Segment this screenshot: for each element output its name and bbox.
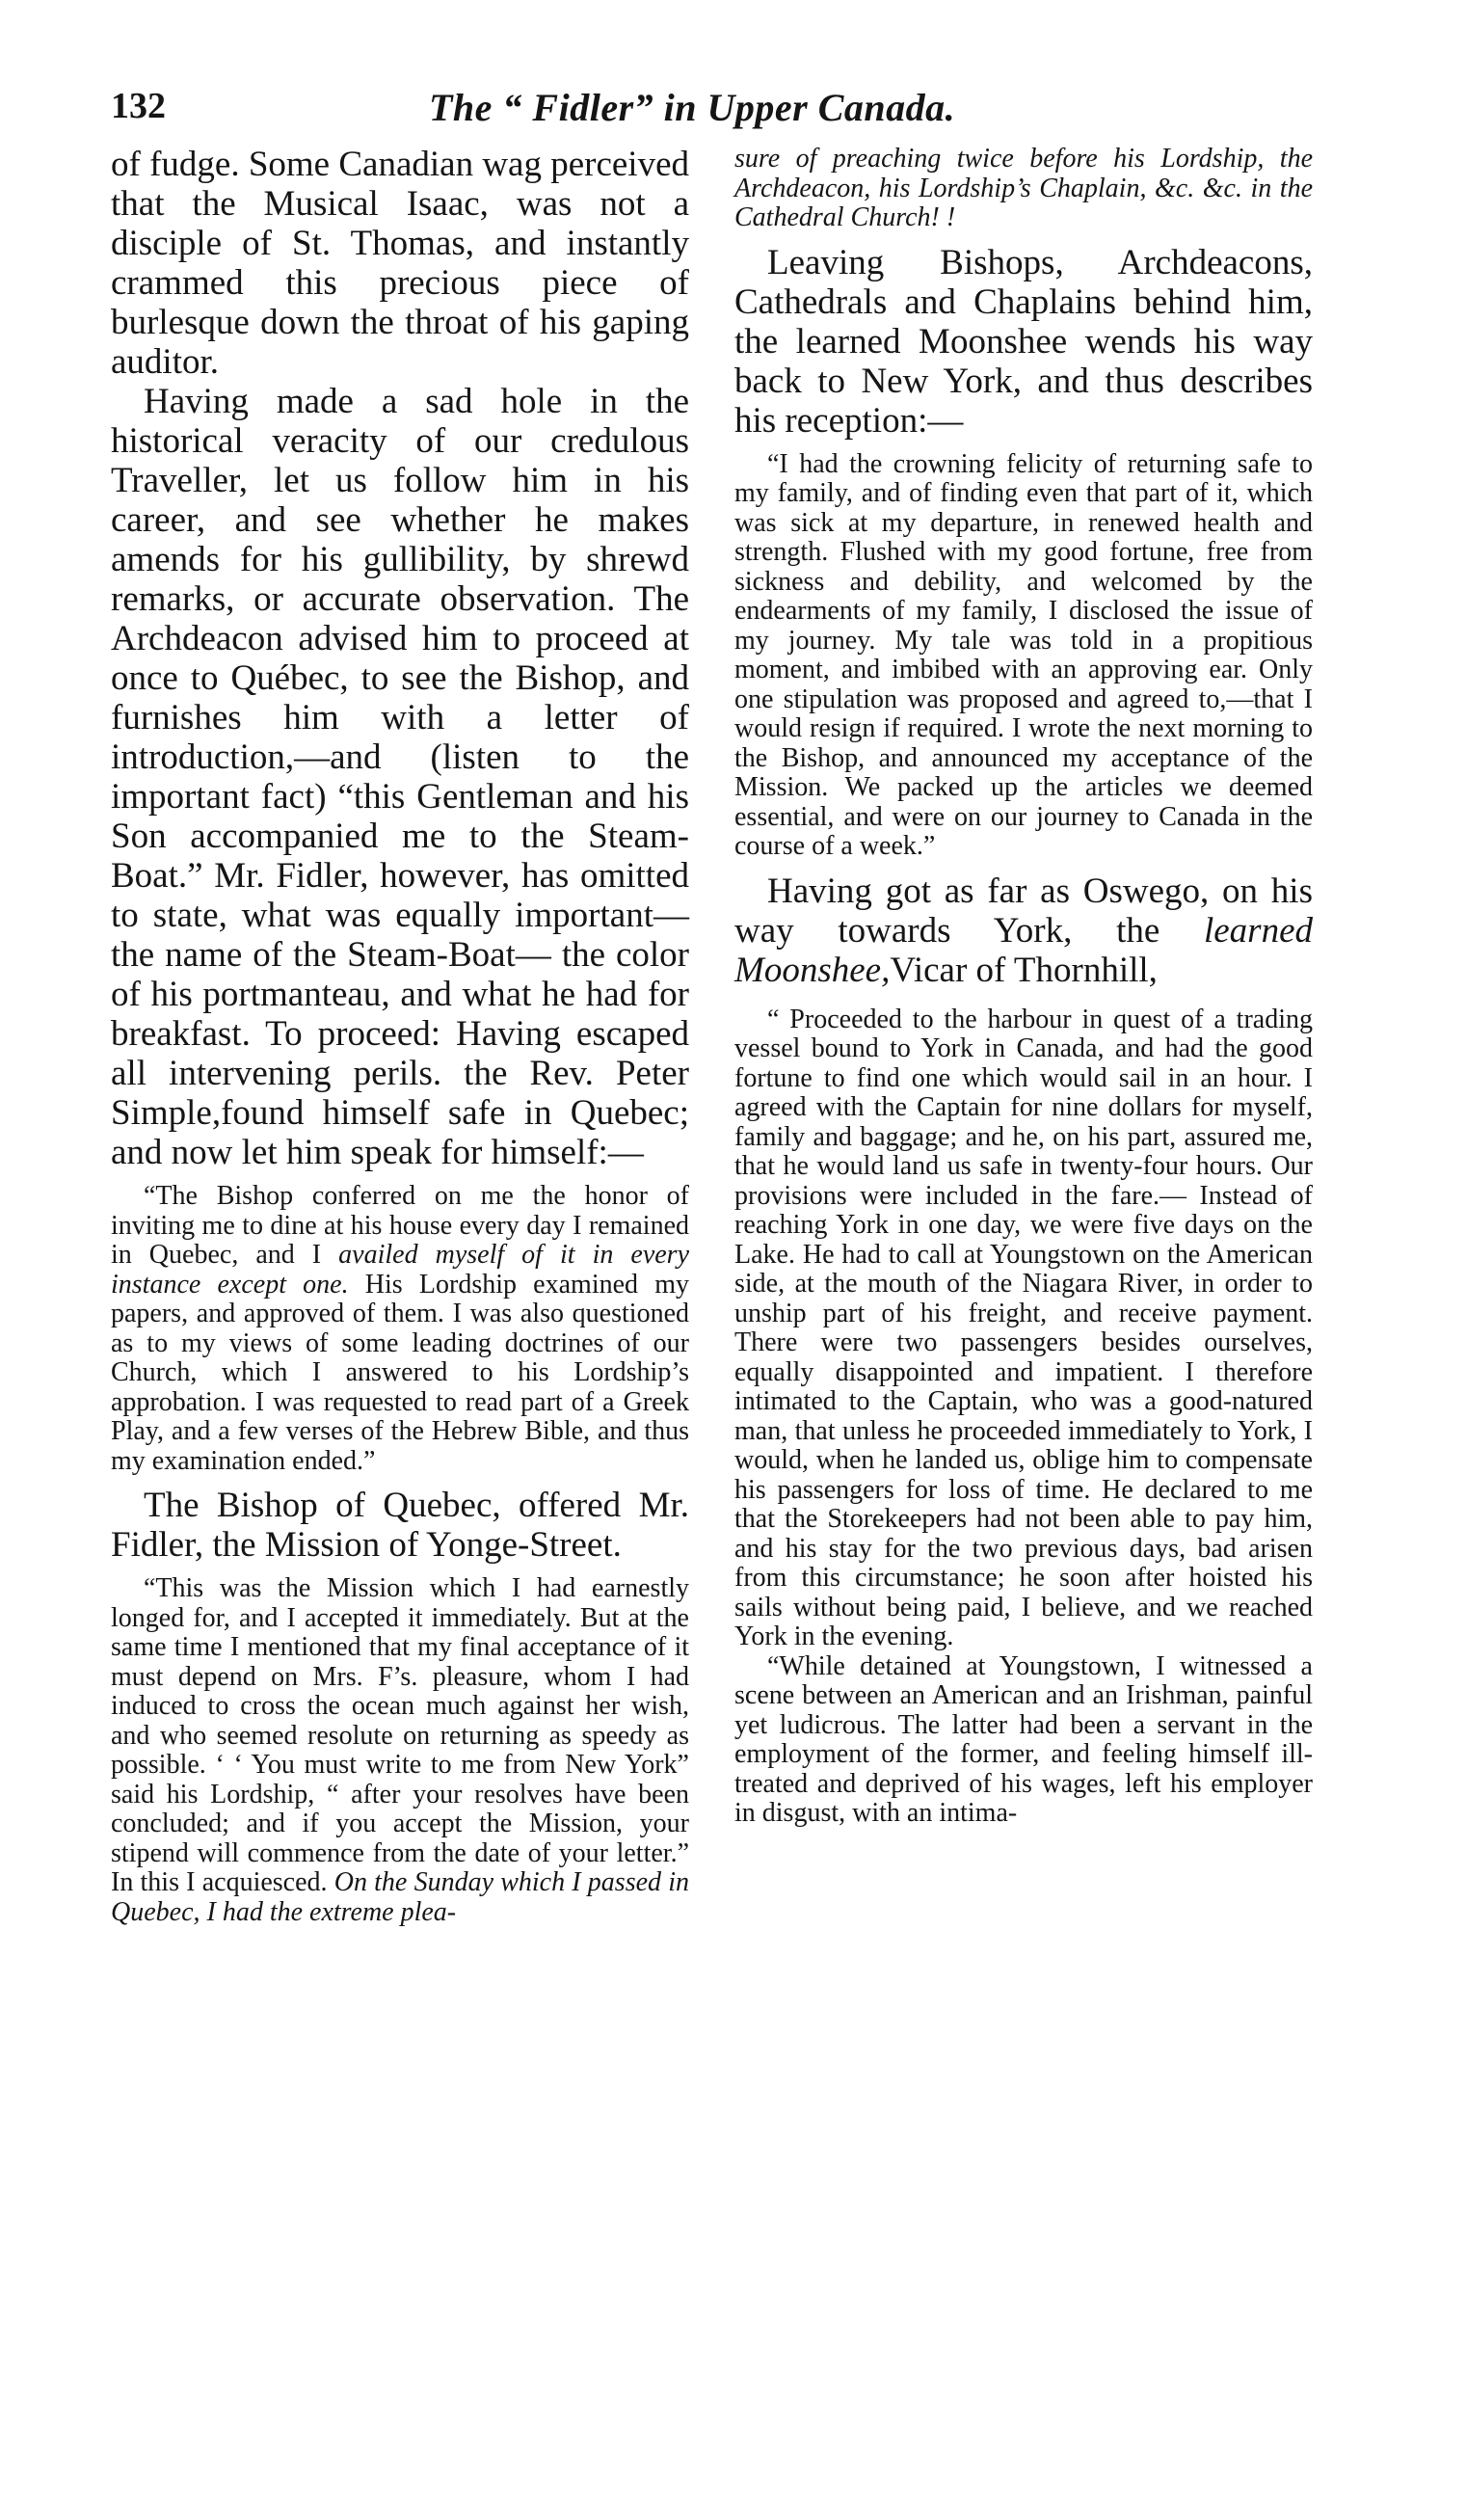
paragraph: The Bishop of Quebec, offered Mr. Fidler, the Mission of Yonge-Street. xyxy=(111,1486,689,1565)
right-column xyxy=(734,145,1313,1829)
block-quote: “I had the crowning felicity of returning safe to my family, and of finding even that part of it, which was sick at my departure, in renewed health and strength. Flushed with my good fortune, free from sickness and debility, and welcomed by the endearments of my family, I disclosed the issue of my journey. My tale was told in a propitious moment, and imbibed with an approving ear. Only one stipulation was proposed and agreed to,—that I would resign if required. I wrote the next morning to the Bishop, and announced my acceptance of the Mission. We packed up the articles we deemed essential, and were on our journey to Canada in the course of a week.” xyxy=(734,448,1313,861)
quote-text: His Lordship examined my papers, and approved of them. I was also questioned as to my views of some leading doctrines of our Church, which I answered to his Lordship’s approbation. I was requested to read part of a Greek Play, and a few verses of the Hebrew Bible, and thus my examination ended.” xyxy=(111,1269,689,1476)
left-column xyxy=(111,145,689,1927)
quote-emphasis: On the Sunday which I passed in Quebec, I had the extreme plea- xyxy=(111,1867,690,1927)
quote-text: “The Bishop conferred on me the honor of inviting me to dine at his house every day I remained in Quebec, and I xyxy=(111,1181,689,1270)
block-quote: “While detained at Youngstown, I witnessed a scene between an American and an Irishman, painful yet ludicrous. The latter had been a servant in the employment of the former, and feeling himself ill-treated and deprived of his wages, left his employer in disgust, with an intima- xyxy=(734,1650,1313,1828)
page-number: 132 xyxy=(111,86,166,126)
block-quote: “ Proceeded to the harbour in quest of a trading vessel bound to York in Canada, and had the good fortune to find one which would sail in an hour. I agreed with the Captain for nine dollars for myself, family and baggage; and he, on his part, assured me, that he would land us safe in twenty-four hours. Our provisions were included in the fare.— Instead of reaching York in one day, we were five days on the Lake. He had to call at Youngstown on the American side, at the mouth of the Niagara River, in order to unship part of his freight, and receive payment. There were two passengers besides ourselves, equally disappointed and impatient. I therefore intimated to the Captain, who was a good-natured man, that unless he proceeded immediately to York, I would, when he landed us, oblige him to compensate his passengers for loss of time. He declared to me that the Storekeepers had not been able to pay him, and his stay for the two previous days, bad arisen from this circumstance; he soon after hoisted his sails without being paid, I believe, and we reached York in the evening. xyxy=(734,1004,1313,1651)
paragraph: Having made a sad hole in the historical veracity of our credulous Traveller, let us follow him in his career, and see whether he makes amends for his gullibility, by shrewd remarks, or accurate observation. The Archdeacon advised him to proceed at once to Québec, to see the Bishop, and furnishes him with a letter of introduction,—and (listen to the important fact) “this Gentleman and his Son accompanied me to the Steam-Boat.” Mr. Fidler, however, has omitted to state, what was equally important—the name of the Steam-Boat— the color of his portmanteau, and what he had for breakfast. To proceed: Having escaped all intervening perils. the Rev. Peter Simple,found himself safe in Quebec; and now let him speak for himself:— xyxy=(111,382,689,1172)
running-header xyxy=(111,85,1007,143)
quote-emphasis: availed myself of it in every instance except one. xyxy=(111,1240,689,1300)
paragraph xyxy=(734,871,1313,990)
block-quote xyxy=(111,1182,689,1476)
paragraph: of fudge. Some Canadian wag perceived that the Musical Isaac, was not a disciple of St. Thomas, and instantly crammed this precious piece of burlesque down the throat of his gaping auditor. xyxy=(111,145,690,382)
quote-continuation xyxy=(734,145,1313,233)
running-title: The “ Fidler” in Upper Canada. xyxy=(429,86,956,129)
quote-text: “This was the Mission which I had earnestly longed for, and I accepted it immediately. But at the same time I mentioned that my final acceptance of it must depend on Mrs. F’s. pleasure, whom I had induced to cross the ocean much against her wish, and who seemed resolute on returning as speedy as possible. ‘ ‘ You must write to me from New York” said his Lordship, “ after your resolves have been concluded; and if you accept the Mission, your stipend will commence from the date of your letter.” In this I acquiesced. xyxy=(111,1573,689,1897)
paragraph-text: Vicar of Thornhill, xyxy=(890,950,1158,990)
paragraph-text: Having got as far as Oswego, on his way towards York, the xyxy=(734,871,1313,951)
paragraph: Leaving Bishops, Archdeacons, Cathedrals and Chaplains behind him, the learned Moonshee wends his way back to New York, and thus describes his reception:— xyxy=(734,242,1313,441)
paragraph-emphasis: learned Moonshee, xyxy=(734,910,1313,990)
quote-emphasis: sure of preaching twice before his Lordship, the Archdeacon, his Lordship’s Chaplain, &c. &c. in the Cathedral Church! ! xyxy=(734,144,1313,232)
block-quote xyxy=(111,1574,689,1927)
